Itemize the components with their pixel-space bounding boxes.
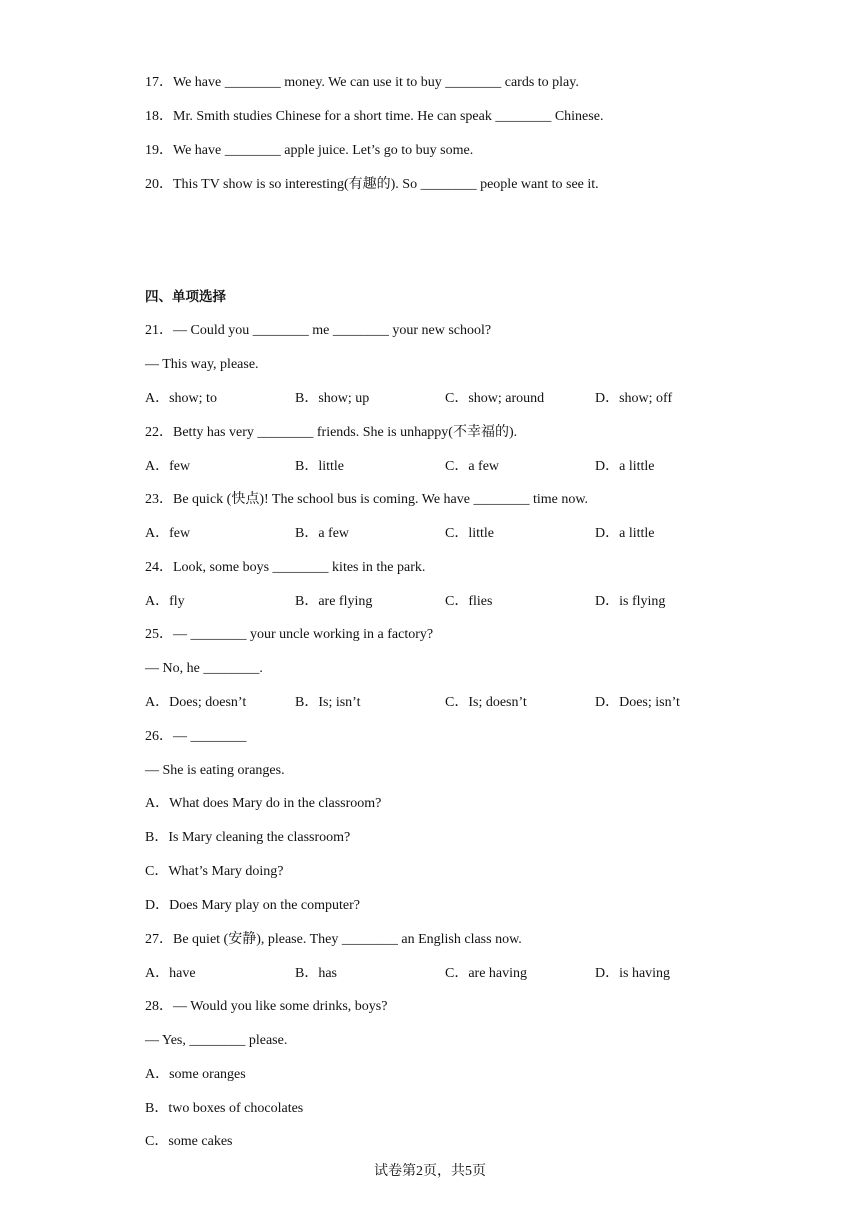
question-21-option-b: B．show; up [295, 391, 370, 406]
question-23-option-a: A．few [145, 526, 191, 541]
question-27-option-b: B．has [295, 966, 337, 981]
section-heading: 四、单项选择 [145, 289, 226, 305]
question-23-stem: 23．Be quick (快点)! The school bus is coming. We have ________ time now. [145, 492, 589, 507]
question-26-stem: 26．— ________ [145, 729, 247, 744]
question-22-option-d: D．a little [595, 459, 655, 474]
question-23-option-c: C．little [445, 526, 494, 541]
page-footer: 试卷第2页，共5页 [374, 1164, 486, 1179]
question-27-option-a: A．have [145, 966, 196, 981]
question-27-option-c: C．are having [445, 966, 528, 981]
question-17: 17．We have ________ money. We can use it to buy ________ cards to play. [145, 75, 579, 90]
question-24-option-d: D．is flying [595, 594, 666, 609]
question-26-option-b: B．Is Mary cleaning the classroom? [145, 830, 351, 845]
question-25-option-a: A．Does; doesn’t [145, 695, 247, 710]
question-26-option-a: A．What does Mary do in the classroom? [145, 796, 382, 811]
question-25-option-d: D．Does; isn’t [595, 695, 680, 710]
question-25-stem: 25．— ________ your uncle working in a factory? [145, 627, 434, 642]
question-23-option-b: B．a few [295, 526, 350, 541]
question-24-stem: 24．Look, some boys ________ kites in the park. [145, 560, 426, 575]
question-25-option-c: C．Is; doesn’t [445, 695, 527, 710]
question-26-option-d: D．Does Mary play on the computer? [145, 898, 360, 913]
question-21-stem: 21．— Could you ________ me ________ your new school? [145, 323, 492, 338]
question-22-option-c: C．a few [445, 459, 500, 474]
question-28-answer-line: — Yes, ________ please. [145, 1033, 288, 1048]
question-24-option-c: C．flies [445, 594, 493, 609]
question-25-option-b: B．Is; isn’t [295, 695, 361, 710]
question-18: 18．Mr. Smith studies Chinese for a short time. He can speak ________ Chinese. [145, 109, 604, 124]
question-27-option-d: D．is having [595, 966, 671, 981]
question-25-answer-line: — No, he ________. [145, 661, 263, 676]
question-28-option-a: A．some oranges [145, 1067, 246, 1082]
question-24-option-b: B．are flying [295, 594, 373, 609]
question-26-option-c: C．What’s Mary doing? [145, 864, 284, 879]
question-26-answer-line: — She is eating oranges. [145, 763, 285, 778]
question-19: 19．We have ________ apple juice. Let’s go to buy some. [145, 143, 474, 158]
question-20: 20．This TV show is so interesting(有趣的). So ________ people want to see it. [145, 177, 599, 192]
question-22-option-a: A．few [145, 459, 191, 474]
question-23-option-d: D．a little [595, 526, 655, 541]
question-22-option-b: B．little [295, 459, 344, 474]
question-28-option-b: B．two boxes of chocolates [145, 1101, 304, 1116]
question-27-stem: 27．Be quiet (安静), please. They ________ an English class now. [145, 932, 522, 947]
question-22-stem: 22．Betty has very ________ friends. She is unhappy(不幸福的). [145, 425, 518, 440]
question-21-option-d: D．show; off [595, 391, 673, 406]
question-28-option-c: C．some cakes [145, 1134, 233, 1149]
question-24-option-a: A．fly [145, 594, 185, 609]
question-21-option-c: C．show; around [445, 391, 545, 406]
question-21-option-a: A．show; to [145, 391, 217, 406]
question-21-answer-line: — This way, please. [145, 357, 259, 372]
question-28-stem: 28．— Would you like some drinks, boys? [145, 999, 388, 1014]
